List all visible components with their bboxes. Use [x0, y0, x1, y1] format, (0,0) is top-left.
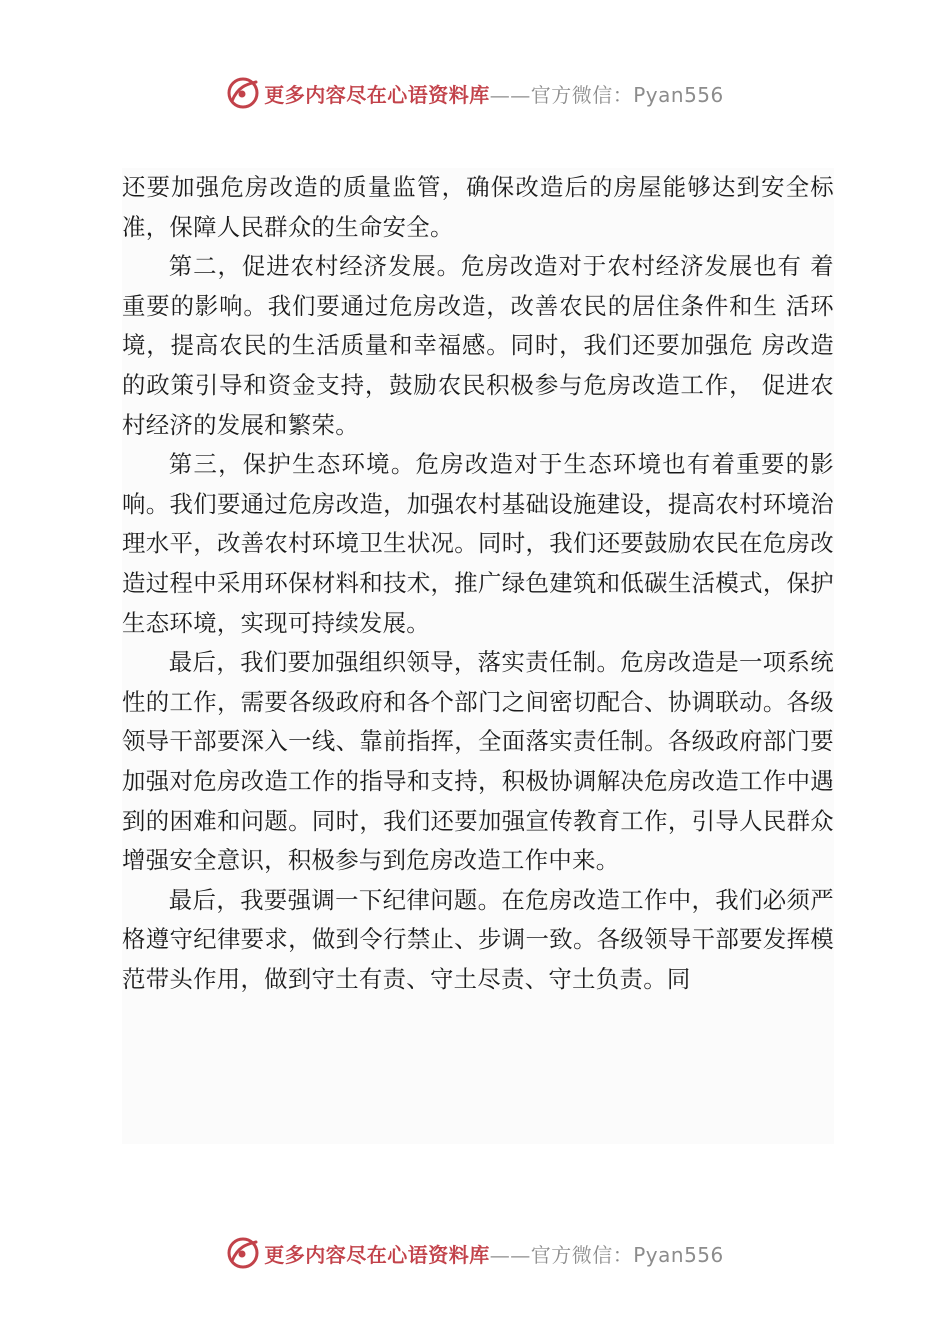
brand-logo-icon	[226, 1236, 260, 1270]
footer-brand: 更多内容尽在心语资料库	[264, 1242, 490, 1267]
header-banner	[0, 73, 950, 113]
footer-separator: ——	[489, 1242, 531, 1267]
paragraph-third-point: 第三，保护生态环境。危房改造对于生态环境也有着重要的影响。我们要通过危房改造，加强农村基础设施建设，提高农村环境治理水平，改善农村环境卫生状况。同时，我们还要鼓励农民在危房改造过程中采用环保材料和技术，推广绿色建筑和低碳生活模式，保护生态环境，实现可持续发展。	[122, 450, 834, 637]
header-text	[264, 79, 724, 108]
brand-logo-icon	[226, 76, 260, 110]
paragraph-discipline: 最后，我要强调一下纪律问题。在危房改造工作中，我们必须严格遵守纪律要求，做到令行禁止、步调一致。各级领导干部要发挥模范带头作用，做到守土有责、守土尽责、守土负责。同	[122, 885, 834, 993]
header-contact-id: Pyan556	[633, 82, 724, 107]
header-brand: 更多内容尽在心语资料库	[264, 82, 490, 107]
footer-contact-label: 官方微信：	[530, 1242, 634, 1267]
header-separator: ——	[489, 82, 531, 107]
paragraph-leadership: 最后，我们要加强组织领导，落实责任制。危房改造是一项系统性的工作，需要各级政府和各个部门之间密切配合、协调联动。各级领导干部要深入一线、靠前指挥，全面落实责任制。各级政府部门要加强对危房改造工作的指导和支持，积极协调解决危房改造工作中遇到的困难和问题。同时，我们还要加强宣传教育工作，引导人民群众增强安全意识，积极参与到危房改造工作中来。	[122, 648, 834, 875]
document-body	[122, 168, 834, 1144]
footer-text	[264, 1239, 724, 1268]
footer-banner	[0, 1233, 950, 1273]
paragraph-second-point: 第二，促进农村经济发展。危房改造对于农村经济发展也有 着重要的影响。我们要通过危房改造，改善农民的居住条件和生 活环境，提高农民的生活质量和幸福感。同时，我们还要加强危 房改造的政策引导和资金支持，鼓励农民积极参与危房改造工作， 促进农村经济的发展和繁荣。	[122, 252, 834, 439]
footer-contact-id: Pyan556	[633, 1242, 724, 1267]
header-contact-label: 官方微信：	[530, 82, 634, 107]
paragraph-continuation: 还要加强危房改造的质量监管，确保改造后的房屋能够达到安全标准，保障人民群众的生命安全。	[122, 173, 834, 241]
